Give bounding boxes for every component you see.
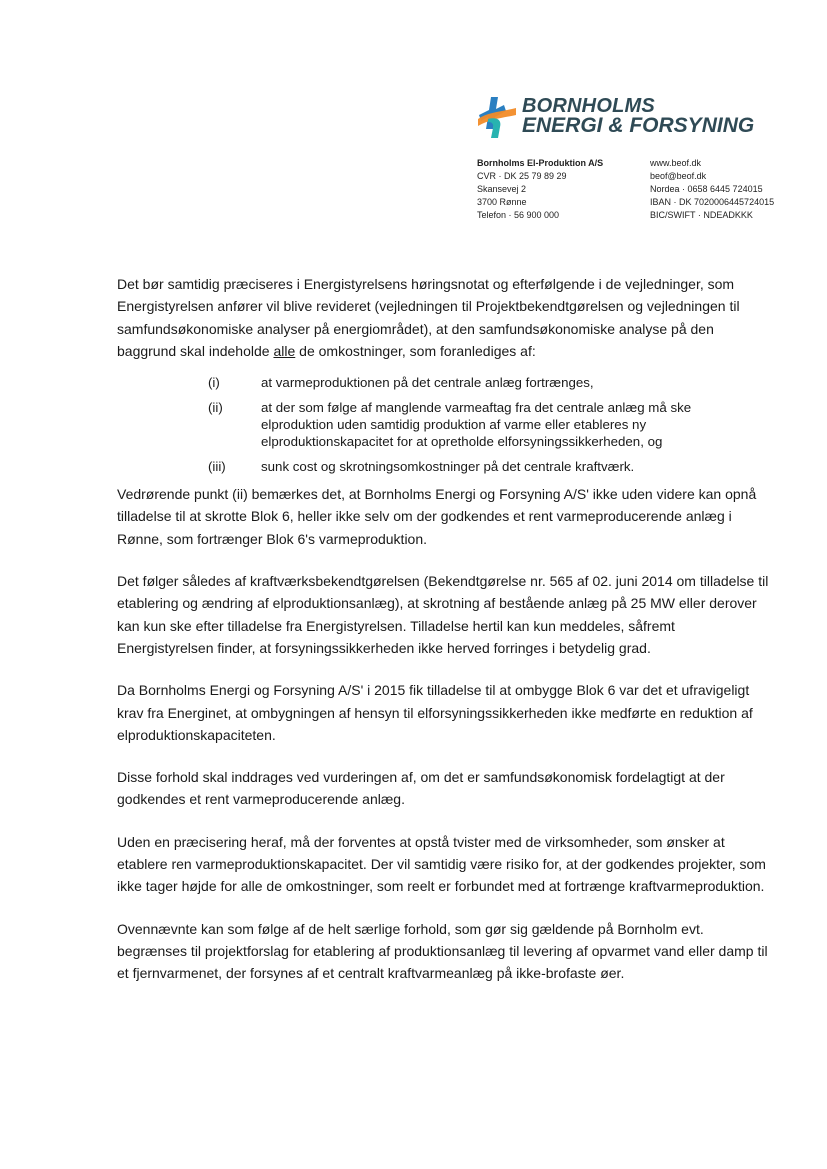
intro-underlined-word: alle — [273, 342, 296, 359]
letter-body — [117, 273, 773, 985]
company-logo — [476, 95, 755, 140]
company-bank-account: Nordea · 0658 6445 724015 — [650, 184, 763, 194]
list-item — [117, 374, 773, 391]
cost-list — [117, 374, 773, 475]
list-item-number: (ii) — [208, 400, 223, 416]
logo-line-2: ENERGI & FORSYNING — [522, 114, 755, 137]
company-street: Skansevej 2 — [477, 184, 527, 194]
list-item-text: at der som følge af manglende varmeaftag fra det centrale anlæg må ske elproduktion uden samtidig produktion af varme eller etableres ny elproduktionskapacitet for at opretholde elforsyningssikkerheden, og — [261, 400, 692, 450]
company-name: Bornholms El-Produktion A/S — [477, 158, 604, 168]
list-item-text: sunk cost og skrotningsomkostninger på det centrale kraftværk. — [261, 459, 635, 475]
logo-line-1: BORNHOLMS — [522, 95, 655, 117]
intro-text-end: de omkostninger, som foranlediges af: — [295, 342, 536, 359]
intro-text: Det bør samtidig præciseres i Energistyrelsens høringsnotat og efterfølgende i de vejledninger, som Energistyrelsen anfører vil blive revideret (vejledningen til Projektbekendtgørelsen og vejledningen til samfundsøkonomiske analyser på energiområdet), at den samfundsøkonomiske analyse på den baggrund skal indeholde — [117, 276, 740, 359]
paragraph: Det følger således af kraftværksbekendtgørelsen (Bekendtgørelse nr. 565 af 02. juni 2014 om tilladelse til etablering og ændring af elproduktionsanlæg), at skrotning af bestående anlæg på 25 MW eller derover kan kun ske efter tilladelse fra Energistyrelsen. Tilladelse hertil kan kun meddeles, såfremt Energistyrelsen finder, at forsyningssikkerheden ikke herved forringes i betydelig grad. — [117, 573, 769, 656]
company-phone: Telefon · 56 900 000 — [477, 210, 560, 220]
paragraph: Ovennævnte kan som følge af de helt særlige forhold, som gør sig gældende på Bornholm evt. begrænses til projektforslag for etablering af produktionsanlæg til levering af opvarmet vand eller damp til et fjernvarmenet, der forsynes af et centralt kraftvarmeanlæg på ikke-brofaste øer. — [117, 920, 768, 982]
company-bic-swift: BIC/SWIFT · NDEADKKK — [650, 210, 753, 220]
paragraph: Vedrørende punkt (ii) bemærkes det, at Bornholms Energi og Forsyning A/S' ikke uden videre kan opnå tilladelse til at skrotte Blok 6, heller ikke selv om der godkendes et rent varmeproducerende anlæg i Rønne, som fortrænger Blok 6's varmeproduktion. — [117, 486, 757, 547]
company-iban: IBAN · DK 7020006445724015 — [650, 197, 775, 207]
logo-mark-icon — [476, 95, 518, 139]
list-item — [117, 399, 773, 450]
paragraph: Uden en præcisering heraf, må der forventes at opstå tvister med de virksomheder, som ønsker at etablere ren varmeproduktionskapacitet. Der vil samtidig være risiko for, at der godkendes projekter, som ikke tager højde for alle de omkostninger, som reelt er forbundet med at fortrænge kraftvarmeproduktion. — [117, 833, 766, 895]
paragraph: Da Bornholms Energi og Forsyning A/S' i 2015 fik tilladelse til at ombygge Blok 6 var det et ufravigeligt krav fra Energinet, at ombygningen af hensyn til elforsyningssikkerheden ikke medførte en reduktion af elproduktionskapaciteten. — [117, 682, 753, 743]
logo-wordmark — [522, 97, 754, 135]
list-item — [117, 458, 773, 475]
company-address — [477, 157, 603, 222]
intro-paragraph — [117, 273, 773, 362]
company-cvr: CVR · DK 25 79 89 29 — [477, 171, 567, 181]
company-website: www.beof.dk — [650, 158, 702, 168]
list-item-number: (i) — [208, 375, 220, 391]
list-item-number: (iii) — [208, 459, 226, 475]
company-city: 3700 Rønne — [477, 197, 527, 207]
paragraph: Disse forhold skal inddrages ved vurderingen af, om det er samfundsøkonomisk fordelagtigt at der godkendes et rent varmeproducerende anlæg. — [117, 769, 725, 808]
list-item-text: at varmeproduktionen på det centrale anlæg fortrænges, — [261, 375, 594, 391]
company-contact — [650, 157, 774, 222]
company-email: beof@beof.dk — [650, 171, 707, 181]
